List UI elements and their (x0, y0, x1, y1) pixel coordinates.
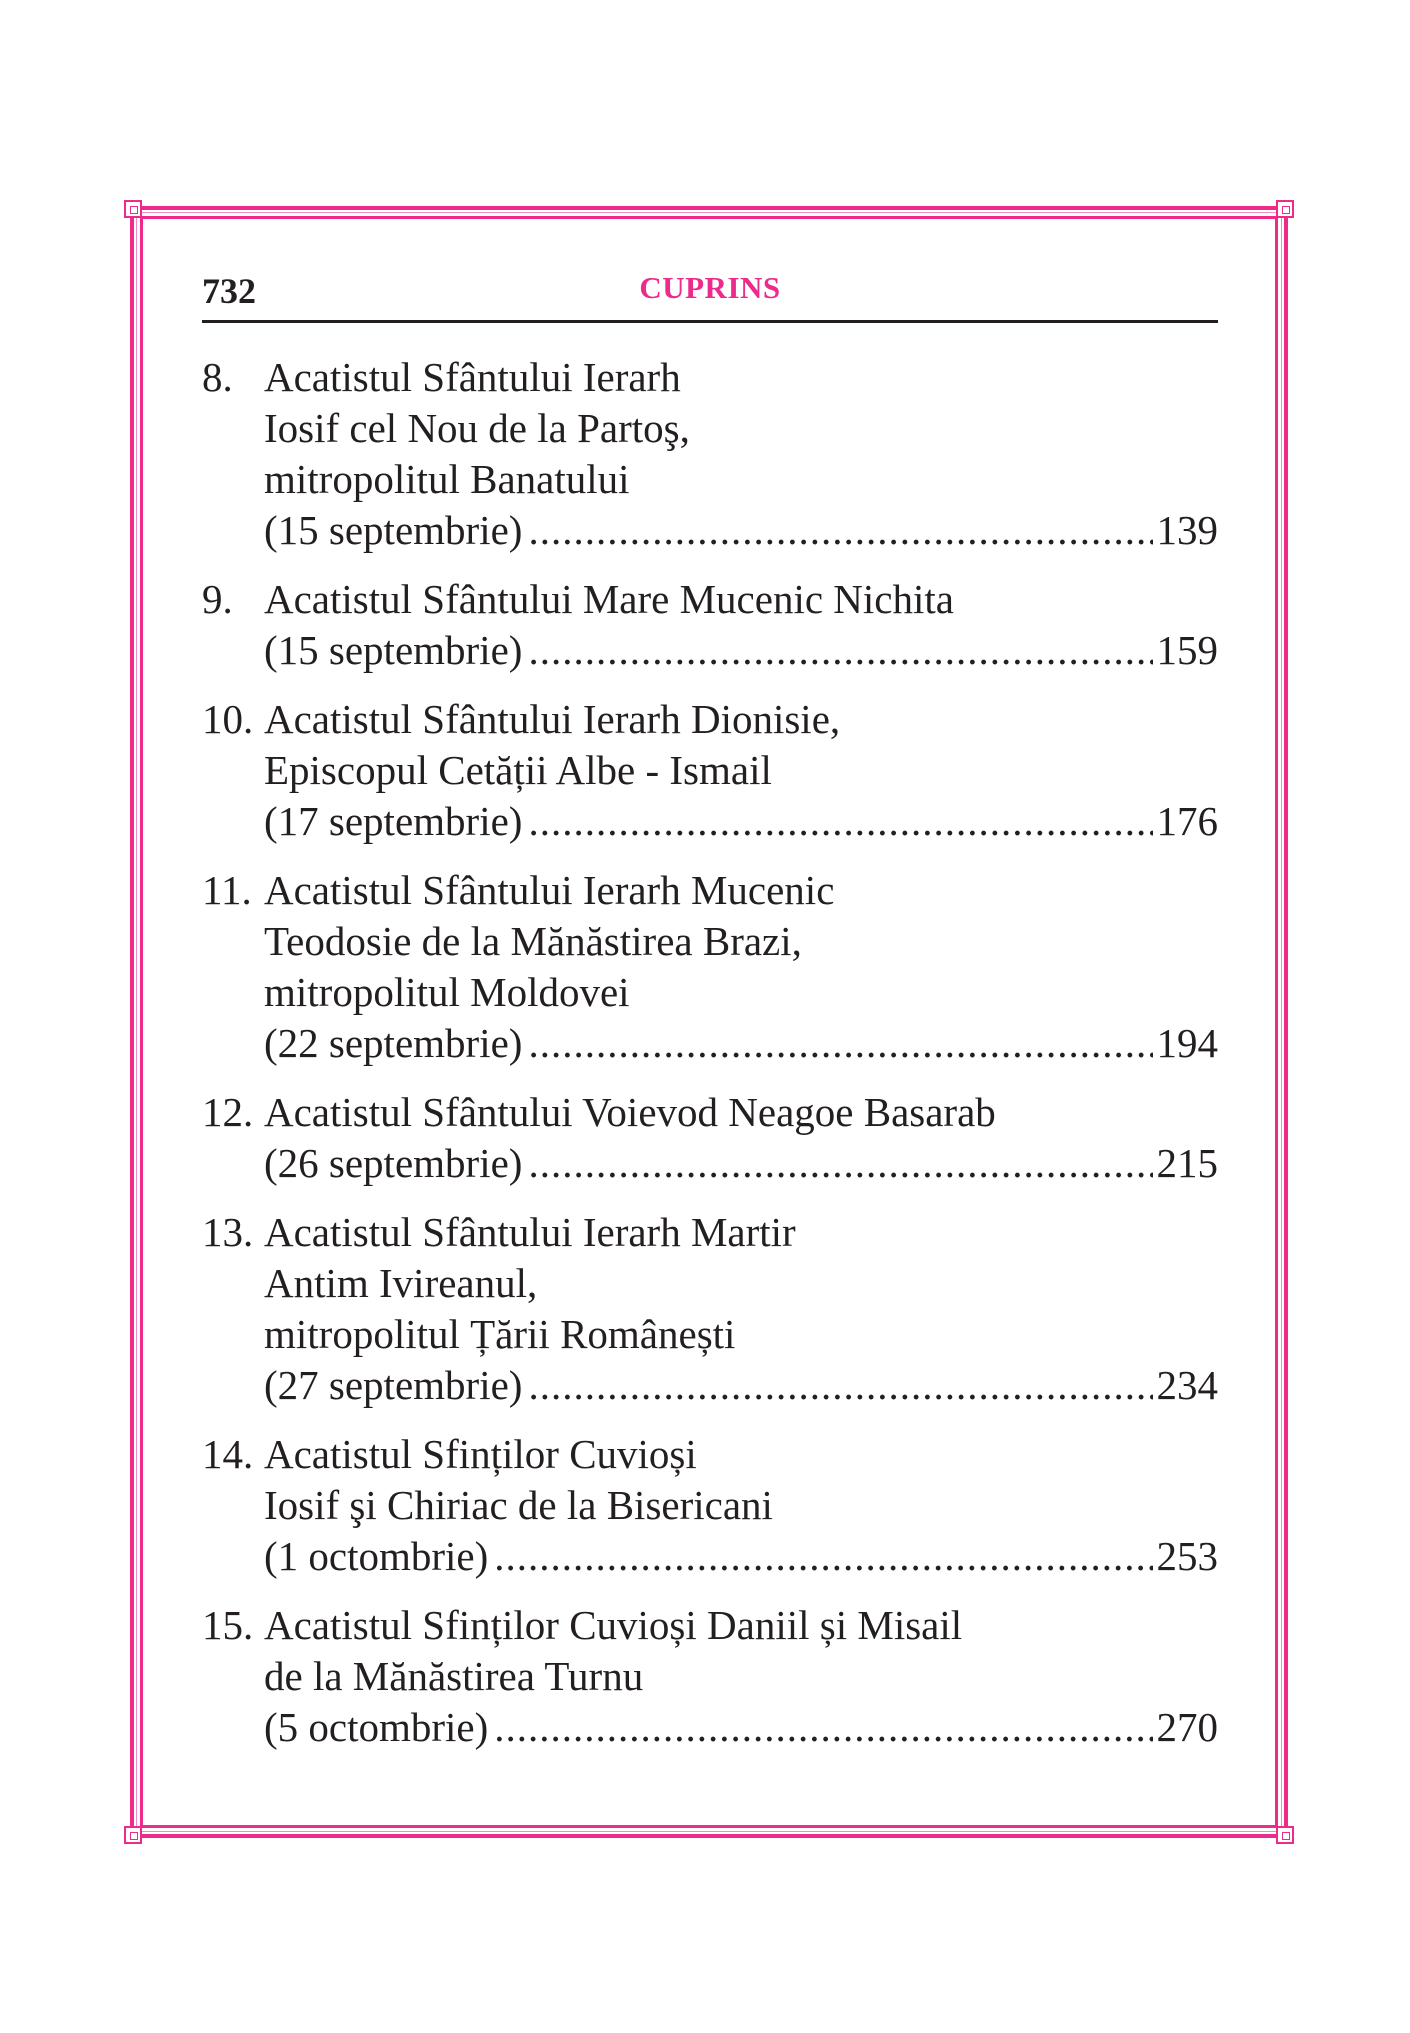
toc-entry-page-number: 176 (1156, 798, 1218, 844)
toc-entry-page-number: 159 (1156, 627, 1218, 673)
toc-entry-title: Acatistul Sfântului Voievod Neagoe Basarab (264, 1089, 996, 1135)
toc-entry-title-line (202, 1207, 1218, 1258)
toc-entry (202, 352, 1218, 556)
toc-entry-title-line: mitropolitul Moldovei (264, 969, 630, 1015)
toc-entry-title-line: mitropolitul Banatului (264, 456, 630, 502)
toc-entry-date-line (202, 796, 1218, 847)
toc-entry (202, 865, 1218, 1069)
toc-entry-number: 14. (202, 1431, 254, 1477)
toc-entry-number: 10. (202, 696, 254, 742)
toc-entry-page-number: 234 (1156, 1362, 1218, 1408)
toc-entry-title-line: Antim Ivireanul, (264, 1260, 538, 1306)
dot-leader (528, 1360, 1152, 1411)
toc-entry-title-line (202, 574, 1218, 625)
toc-entry-page-number: 215 (1156, 1140, 1218, 1186)
toc-entry-date-line (202, 1138, 1218, 1189)
toc-entry-date-line (202, 505, 1218, 556)
toc-entry-date-line (202, 1702, 1218, 1753)
toc-entry-title-line: Iosif cel Nou de la Partoş, (264, 405, 690, 451)
dot-leader (528, 625, 1152, 676)
toc-entry-number: 12. (202, 1089, 254, 1135)
toc-entry-title-line: de la Mănăstirea Turnu (264, 1653, 644, 1699)
toc-entry-date: (27 septembrie) (264, 1362, 523, 1408)
toc-entry-date-line (202, 1531, 1218, 1582)
toc-entry-date: (22 septembrie) (264, 1020, 523, 1066)
toc-entry (202, 1207, 1218, 1411)
page-header (202, 268, 1218, 323)
toc-entry (202, 694, 1218, 847)
toc-entry-title: Acatistul Sfântului Ierarh (264, 354, 681, 400)
toc-entry-title-line: Episcopul Cetății Albe - Ismail (264, 747, 772, 793)
toc-entry-number: 15. (202, 1602, 254, 1648)
dot-leader (528, 505, 1152, 556)
toc-entry-date: (15 septembrie) (264, 507, 523, 553)
toc-entry-title-line: Iosif şi Chiriac de la Bisericani (264, 1482, 773, 1528)
dot-leader (528, 1018, 1152, 1069)
toc-entry-date: (15 septembrie) (264, 627, 523, 673)
toc-entry-page-number: 139 (1156, 507, 1218, 553)
toc-entry-date-line (202, 1360, 1218, 1411)
running-title: CUPRINS (639, 270, 781, 305)
toc-entry-title-line: mitropolitul Țării Românești (264, 1311, 736, 1357)
frame-corner-ornament (124, 1826, 142, 1844)
toc-entry-title: Acatistul Sfinților Cuvioși Daniil și Misail (264, 1602, 963, 1648)
toc-entry-date: (26 septembrie) (264, 1140, 523, 1186)
toc-entry (202, 574, 1218, 676)
toc-entry-date: (17 septembrie) (264, 798, 523, 844)
toc-entry (202, 1087, 1218, 1189)
toc-entry-title-line (202, 1600, 1218, 1651)
dot-leader (528, 796, 1152, 847)
dot-leader (494, 1531, 1152, 1582)
toc-entry-title-line (202, 1429, 1218, 1480)
toc-entry-title: Acatistul Sfântului Mare Mucenic Nichita (264, 576, 954, 622)
toc-entry-date: (5 octombrie) (264, 1704, 489, 1750)
toc-entry-number: 9. (202, 576, 233, 622)
table-of-contents (202, 352, 1218, 1771)
toc-entry-number: 11. (202, 867, 252, 913)
dot-leader (528, 1138, 1152, 1189)
toc-entry-title: Acatistul Sfântului Ierarh Dionisie, (264, 696, 841, 742)
frame-corner-ornament (1276, 200, 1294, 218)
toc-entry-title-line (202, 865, 1218, 916)
toc-entry-title-line: Teodosie de la Mănăstirea Brazi, (264, 918, 802, 964)
toc-entry-title: Acatistul Sfântului Ierarh Mucenic (264, 867, 835, 913)
toc-entry-title-line (202, 694, 1218, 745)
toc-entry-date-line (202, 625, 1218, 676)
toc-entry-title: Acatistul Sfântului Ierarh Martir (264, 1209, 796, 1255)
toc-entry-number: 8. (202, 354, 233, 400)
toc-entry-number: 13. (202, 1209, 254, 1255)
dot-leader (494, 1702, 1152, 1753)
toc-entry (202, 1600, 1218, 1753)
toc-entry-title: Acatistul Sfinților Cuvioși (264, 1431, 697, 1477)
frame-corner-ornament (1276, 1826, 1294, 1844)
toc-entry-title-line (202, 352, 1218, 403)
toc-entry-title-line (202, 1087, 1218, 1138)
toc-entry-date: (1 octombrie) (264, 1533, 489, 1579)
page-number: 732 (202, 271, 256, 311)
toc-entry-date-line (202, 1018, 1218, 1069)
toc-entry-page-number: 194 (1156, 1020, 1218, 1066)
toc-entry-page-number: 270 (1156, 1704, 1218, 1750)
frame-corner-ornament (124, 200, 142, 218)
toc-entry (202, 1429, 1218, 1582)
toc-entry-page-number: 253 (1156, 1533, 1218, 1579)
